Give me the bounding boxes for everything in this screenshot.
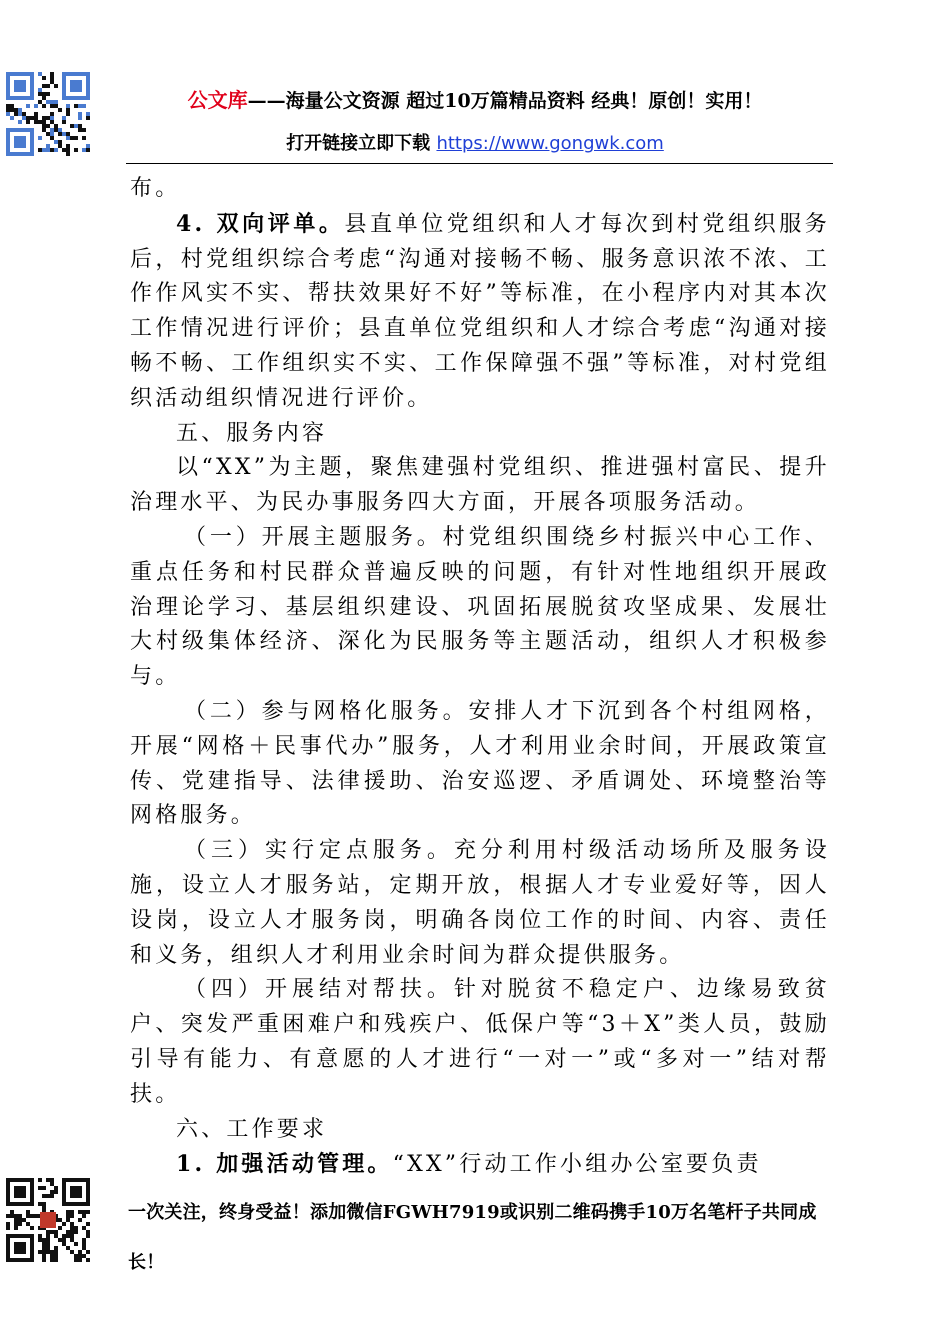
item-title: 4. 双向评单。 — [176, 210, 345, 237]
paragraph-activity-management — [130, 1147, 830, 1183]
item-text: 安排人才下沉到各个村组网格，开展“网格＋民事代办”服务，人才利用业余时间，开展政策宣传、党建指导、法律援助、治安巡逻、矛盾调处、环境整治等网格服务。 — [130, 698, 830, 829]
paragraph-two-way-evaluation — [130, 207, 830, 417]
item-text: 村党组织围绕乡村振兴中心工作、重点任务和村民群众普遍反映的问题，有针对性地组织开展政治理论学习、基层组织建设、巩固拓展脱贫攻坚成果、发展壮大村级集体经济、深化为民服务等主题活动，组织人才积极参与。 — [130, 524, 830, 690]
item-text: 县直单位党组织和人才每次到村党组织服务后，村党组织综合考虑“沟通对接畅不畅、服务意识浓不浓、工作作风实不实、帮扶效果好不好”等标准，在小程序内对其本次工作情况进行评价；县直单位党组织和人才综合考虑“沟通对接畅不畅、工作组织实不实、工作保障强不强”等标准，对村党组织活动组织情况进行评价。 — [130, 211, 830, 411]
paragraph-fixed-point-service — [130, 834, 830, 973]
footer-promo: 一次关注，终身受益！添加微信FGWH7919或识别二维码携手10万名笔杆子共同成长！ — [128, 1202, 817, 1273]
item-title: （一）开展主题服务。 — [184, 524, 443, 550]
paragraph-theme-service — [130, 521, 830, 695]
paragraph-continuation: 布。 — [130, 176, 181, 201]
item-title: （三）实行定点服务。 — [184, 838, 454, 864]
item-title: 1. 加强活动管理。 — [176, 1151, 393, 1178]
paragraph-service-intro: 以“XX”为主题，聚焦建强村党组织、推进强村富民、提升治理水平、为民办事服务四大方面，开展各项服务活动。 — [130, 455, 830, 516]
qr-code-top[interactable] — [6, 72, 90, 156]
qr-code-bottom[interactable] — [6, 1178, 90, 1262]
item-text: 充分利用村级活动场所及服务设施，设立人才服务站，定期开放，根据人才专业爱好等，因人设岗，设立人才服务岗，明确各岗位工作的时间、内容、责任和义务，组织人才利用业余时间为群众提供服务。 — [130, 838, 830, 968]
section-heading-6: 六、工作要求 — [176, 1116, 328, 1142]
header-divider — [126, 163, 833, 164]
item-text: “XX”行动工作小组办公室要负责 — [392, 1152, 762, 1178]
download-prefix: 打开链接立即下载 — [286, 133, 431, 154]
paragraph-pairing-assistance — [130, 973, 830, 1112]
qr-code-icon — [6, 1178, 90, 1262]
document-body — [130, 172, 830, 1183]
download-link[interactable]: https://www.gongwk.com — [436, 133, 664, 154]
item-title: （四）开展结对帮扶。 — [184, 977, 454, 1003]
banner-tagline: ——海量公文资源 超过10万篇精品资料 经典！原创！实用！ — [247, 90, 763, 112]
paragraph-grid-service — [130, 695, 830, 834]
item-text: 针对脱贫不稳定户、边缘易致贫户、突发严重困难户和残疾户、低保户等“3＋X”类人员，鼓励引导有能力、有意愿的人才进行“一对一”或“多对一”结对帮扶。 — [130, 977, 830, 1107]
qr-code-icon — [6, 72, 90, 156]
item-title: （二）参与网格化服务。 — [184, 698, 469, 724]
site-banner — [120, 84, 830, 113]
download-line — [120, 129, 830, 155]
brand-name: 公文库 — [187, 88, 248, 112]
section-heading-5: 五、服务内容 — [176, 420, 328, 446]
